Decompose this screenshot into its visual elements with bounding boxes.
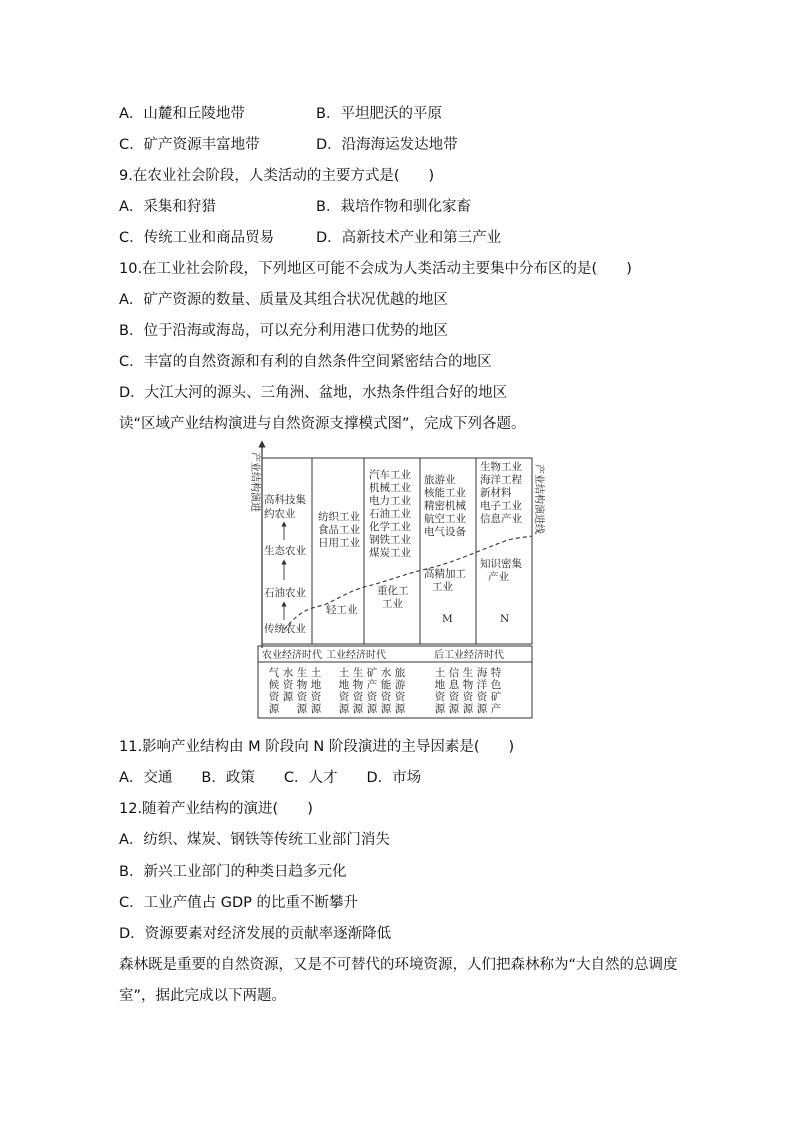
col5-bottom-1: 产业 xyxy=(488,571,509,583)
col2-bottom: 轻工业 xyxy=(326,604,358,616)
col5-letter-n: N xyxy=(500,613,510,625)
q10-option-c: C．丰富的自然资源和有利的自然条件空间紧密结合的地区 xyxy=(119,354,492,370)
col4-bottom-1: 工业 xyxy=(432,581,453,593)
q9-option-b: B．栽培作物和驯化家畜 xyxy=(316,199,471,215)
resource-label: 海洋资源 xyxy=(476,667,488,715)
resource-label: 土地资源 xyxy=(338,667,350,715)
col3-bottom-0: 重化工 xyxy=(377,585,409,597)
col3-top-3: 石油工业 xyxy=(369,508,411,520)
col5-bottom-0: 知识密集 xyxy=(480,558,522,570)
industry-structure-diagram xyxy=(240,440,550,720)
y-axis-label: 产业结构演进 xyxy=(249,452,260,512)
q12-stem: 12.随着产业结构的演进( ) xyxy=(119,801,313,817)
resource-label: 信息资源 xyxy=(448,667,460,715)
figure-intro: 读“区域产业结构演进与自然资源支撑模式图”，完成下列各题。 xyxy=(119,416,526,432)
q9-stem: 9.在农业社会阶段，人类活动的主要方式是( ) xyxy=(119,168,435,184)
col2-top-1: 食品工业 xyxy=(318,524,360,536)
q9-option-c: C．传统工业和商品贸易 xyxy=(119,230,275,246)
q12-option-a: A．纺织、煤炭、钢铁等传统工业部门消失 xyxy=(119,832,390,848)
col5-top-1: 海洋工程 xyxy=(480,474,522,486)
col3-top-1: 机械工业 xyxy=(369,482,411,494)
col1-item-0: 高科技集 xyxy=(264,494,306,506)
col3-top-5: 钢铁工业 xyxy=(369,534,411,546)
q9-option-d: D．高新技术产业和第三产业 xyxy=(316,230,502,246)
col4-bottom-0: 高精加工 xyxy=(424,568,466,580)
resource-label: 生物资源 xyxy=(462,667,474,715)
col5-top-0: 生物工业 xyxy=(480,461,522,473)
col3-top-0: 汽车工业 xyxy=(369,469,411,481)
col2-top-2: 日用工业 xyxy=(318,537,360,549)
q8-option-c: C．矿产资源丰富地带 xyxy=(119,137,260,153)
resource-label: 生物资源 xyxy=(296,667,308,715)
col5-top-3: 电子工业 xyxy=(480,500,522,512)
col1-item-4: 传统农业 xyxy=(264,623,306,635)
col4-top-1: 核能工业 xyxy=(424,487,466,499)
resource-label: 气候资源 xyxy=(268,667,280,715)
col1-item-1: 约农业 xyxy=(264,508,296,520)
q8-option-b: B．平坦肥沃的平原 xyxy=(316,106,442,122)
resource-label: 水资源 xyxy=(282,667,294,703)
curve-label: 产业结构演进线 xyxy=(533,464,544,534)
resource-label: 矿产资源 xyxy=(366,667,378,715)
q8-option-d: D．沿海海运发达地带 xyxy=(316,137,458,153)
q10-stem: 10.在工业社会阶段，下列地区可能不会成为人类活动主要集中分布区的是( ) xyxy=(119,261,632,277)
col3-top-4: 化学工业 xyxy=(369,521,411,533)
resource-label: 特色矿产 xyxy=(490,667,502,715)
era-agricultural: 农业经济时代 xyxy=(262,650,322,661)
q11-options: A．交通 B．政策 C．人才 D．市场 xyxy=(119,770,422,786)
era-post-industrial: 后工业经济时代 xyxy=(434,650,504,661)
resource-label: 水能资源 xyxy=(380,667,392,715)
col2-top-0: 纺织工业 xyxy=(318,511,360,523)
q10-option-a: A．矿产资源的数量、质量及其组合状况优越的地区 xyxy=(119,292,448,308)
col5-top-4: 信息产业 xyxy=(480,513,522,525)
resource-label: 土地资源 xyxy=(434,667,446,715)
era-industrial: 工业经济时代 xyxy=(326,650,386,661)
col1-item-3: 石油农业 xyxy=(264,587,306,599)
resource-label: 旅游资源 xyxy=(394,667,406,715)
resource-label: 生物资源 xyxy=(352,667,364,715)
col3-top-6: 煤炭工业 xyxy=(369,547,411,559)
q12-option-d: D．资源要素对经济发展的贡献率逐渐降低 xyxy=(119,926,392,942)
col4-top-2: 精密机械 xyxy=(424,500,466,512)
q12-option-b: B．新兴工业部门的种类日趋多元化 xyxy=(119,864,347,880)
q8-option-a: A．山麓和丘陵地带 xyxy=(119,106,245,122)
q10-option-b: B．位于沿海或海岛，可以充分利用港口优势的地区 xyxy=(119,323,448,339)
q9-option-a: A．采集和狩猎 xyxy=(119,199,216,215)
col4-top-0: 旅游业 xyxy=(424,474,456,486)
col5-top-2: 新材料 xyxy=(480,487,512,499)
col4-letter-m: M xyxy=(442,613,453,625)
col3-top-2: 电力工业 xyxy=(369,495,411,507)
resource-label: 土地资源 xyxy=(310,667,322,715)
forest-intro-line2: 室”，据此完成以下两题。 xyxy=(119,988,287,1004)
q11-stem: 11.影响产业结构由 M 阶段向 N 阶段演进的主导因素是( ) xyxy=(119,739,515,755)
col4-top-3: 航空工业 xyxy=(424,513,466,525)
col1-item-2: 生态农业 xyxy=(264,545,306,557)
col3-bottom-1: 工业 xyxy=(382,598,403,610)
resource-labels xyxy=(269,666,502,715)
col4-top-4: 电气设备 xyxy=(424,526,466,538)
forest-intro-line1: 森林既是重要的自然资源，又是不可替代的环境资源，人们把森林称为“大自然的总调度 xyxy=(119,957,678,973)
q10-option-d: D．大江大河的源头、三角洲、盆地，水热条件组合好的地区 xyxy=(119,385,508,401)
q12-option-c: C．工业产值占 GDP 的比重不断攀升 xyxy=(119,895,358,911)
